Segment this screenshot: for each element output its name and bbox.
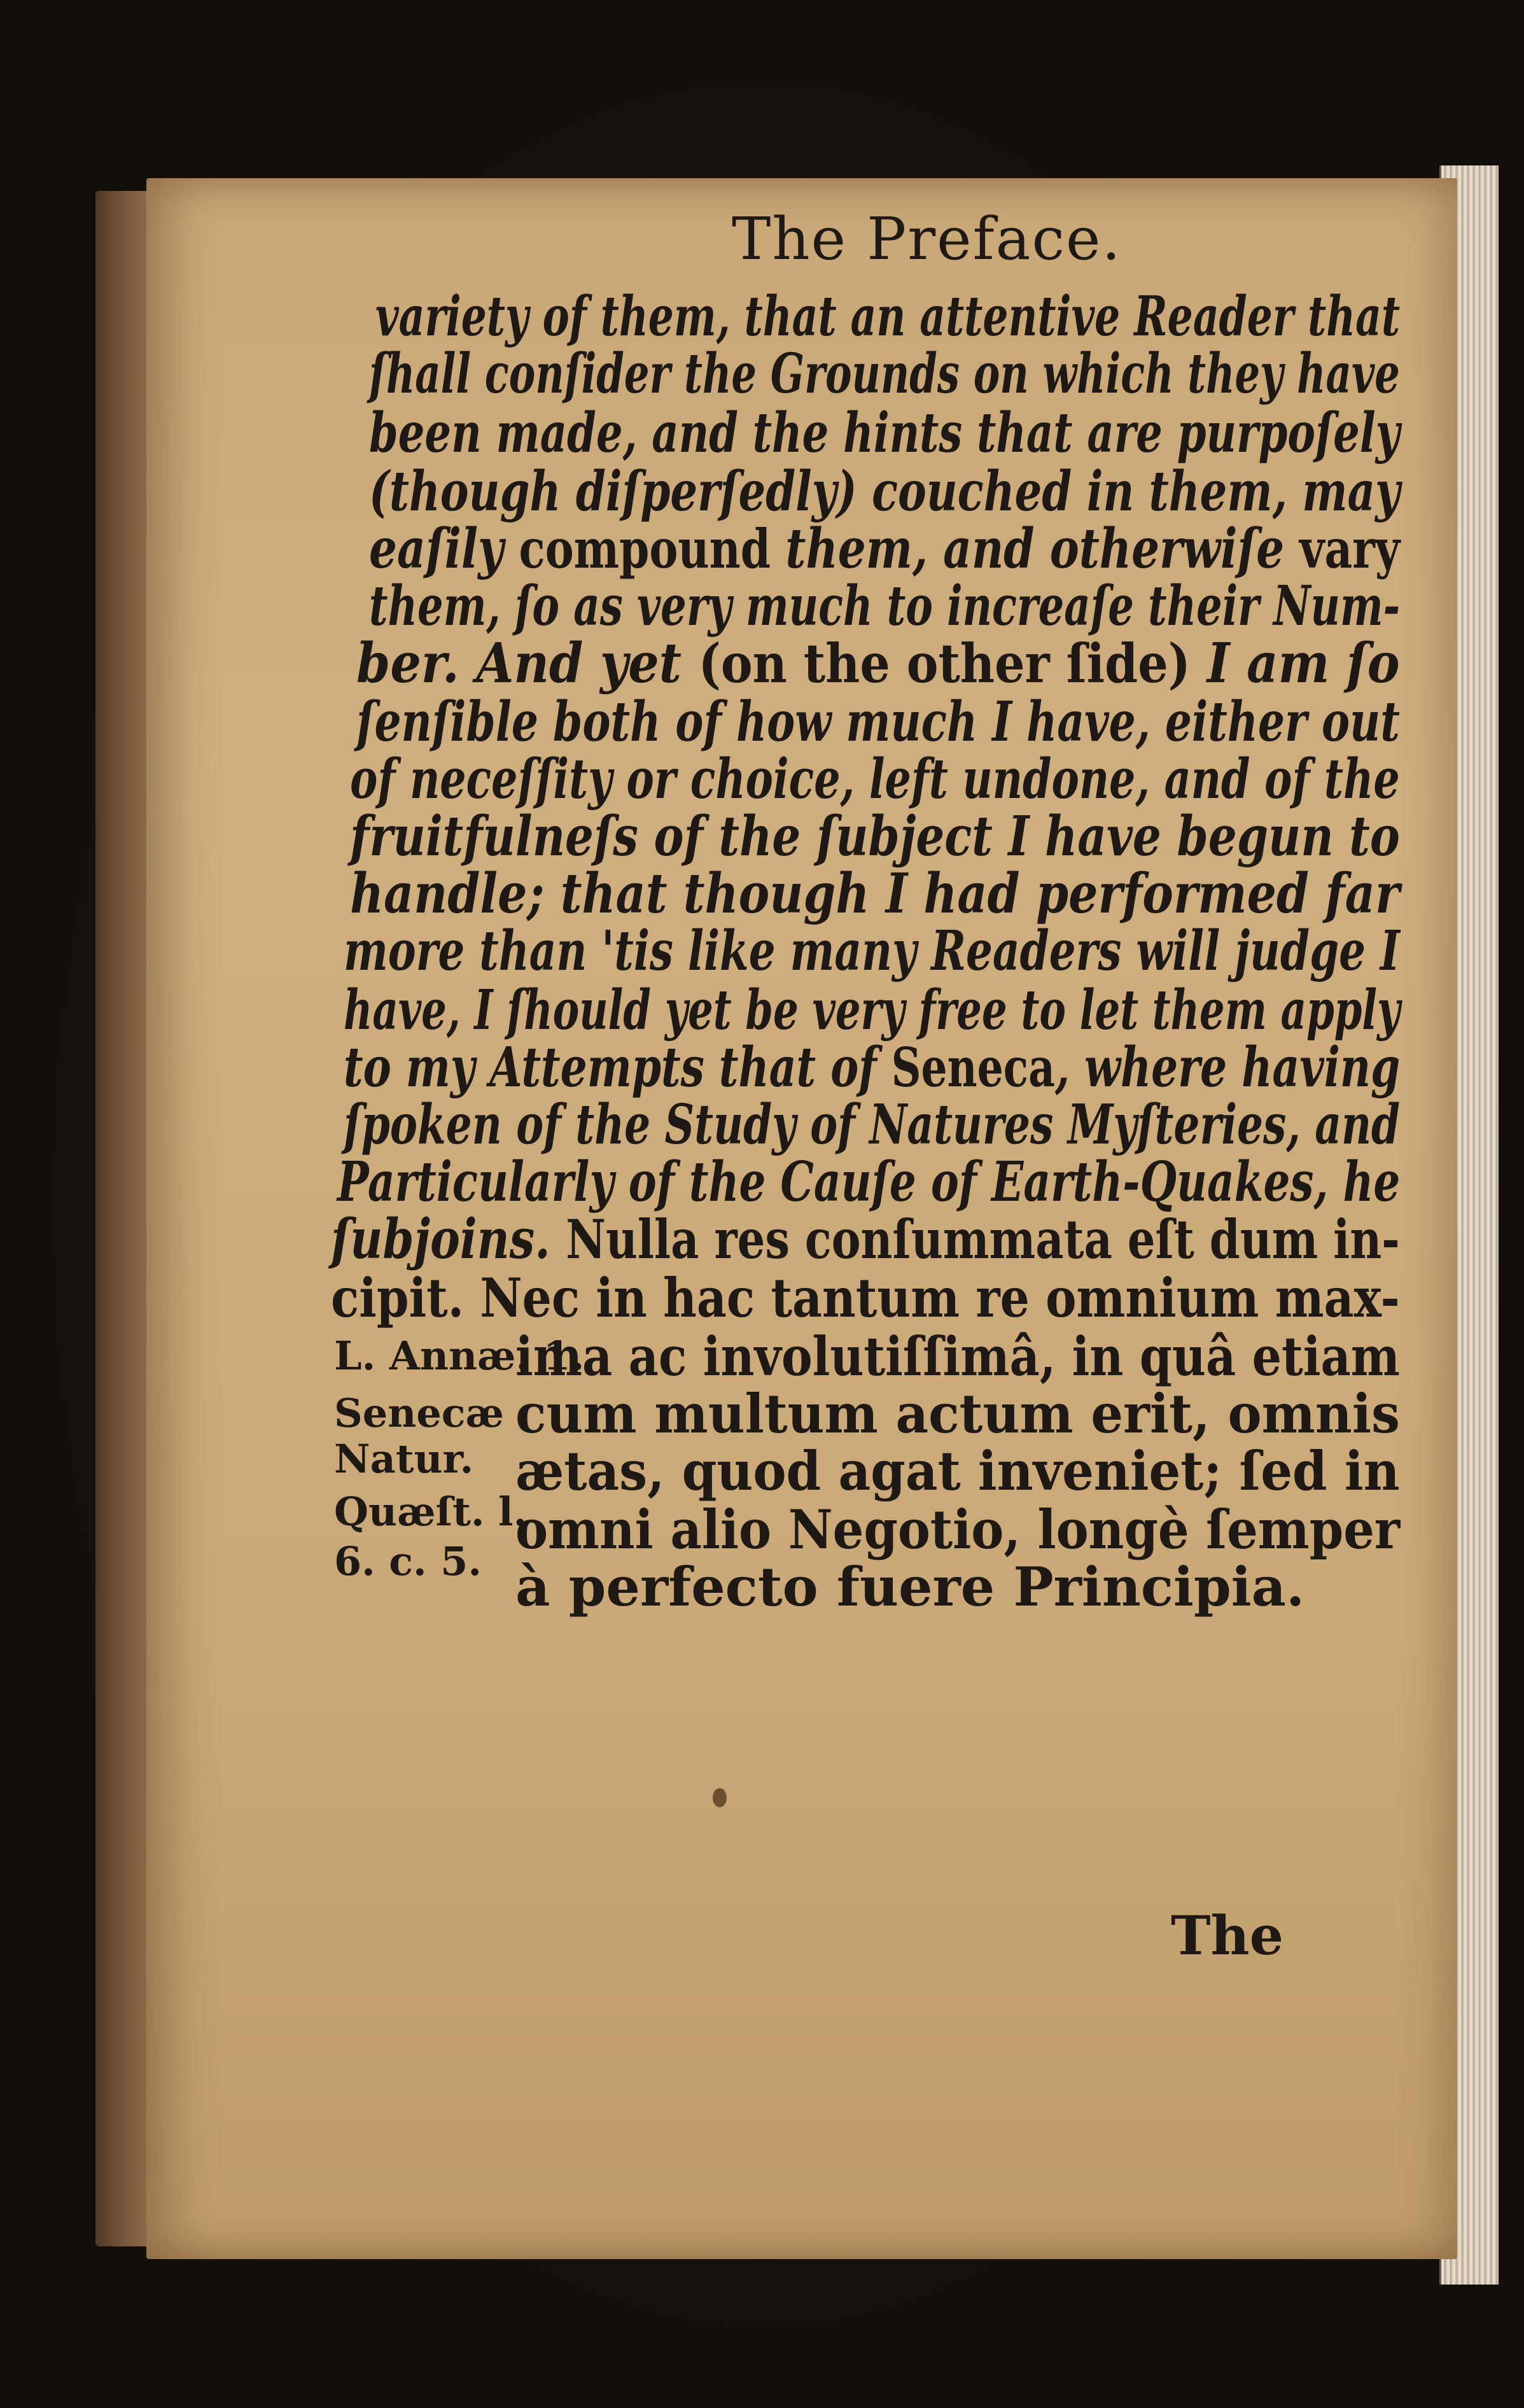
text-line: [515, 1555, 1305, 1618]
text-segment: handle; that though I had performed far: [350, 862, 1400, 926]
text-line: [350, 862, 1400, 926]
text-line: [369, 401, 1400, 465]
text-segment: ſubjoins.: [331, 1207, 566, 1271]
text-line: [356, 690, 1400, 754]
marginal-note-line: Senecæ: [334, 1390, 504, 1436]
text-segment: them, and otherwiſe: [785, 517, 1300, 581]
text-segment: cum multum actum erit, omnis: [515, 1382, 1400, 1445]
text-line: [337, 1150, 1401, 1214]
text-line: [515, 1439, 1400, 1502]
text-line: [350, 747, 1400, 811]
text-segment: omni alio Negotio, longè ſemper: [515, 1498, 1401, 1561]
text-line: [344, 978, 1401, 1042]
text-segment: à perfecto fuere Principia.: [515, 1555, 1305, 1618]
text-segment: ber. And yet: [356, 631, 699, 696]
text-line: [344, 1035, 1401, 1100]
text-segment: of neceſſity or choice, left undone, and of the: [350, 747, 1400, 811]
text-segment: ſhall conſider the Grounds on which they have: [369, 342, 1400, 406]
marginal-note-line: 6. c. 5.: [334, 1538, 482, 1585]
text-line: [350, 804, 1400, 869]
text-line: [344, 1093, 1401, 1157]
text-segment: ſpoken of the Study of Natures Myſteries, and: [344, 1093, 1401, 1157]
text-line: [331, 1207, 1400, 1271]
text-segment: fruitfulneſs of the ſubject I have begun to: [350, 804, 1400, 869]
text-line: [356, 631, 1400, 696]
text-segment: Seneca: [891, 1036, 1055, 1099]
catchword: The: [1171, 1904, 1284, 1967]
text-segment: I am ſo: [1206, 631, 1400, 696]
text-segment: (though diſperſedly) couched in them, may: [369, 459, 1401, 524]
text-segment: them, ſo as very much to increaſe their Num-: [369, 574, 1401, 638]
text-segment: eaſily: [369, 517, 519, 581]
text-line: [369, 517, 1401, 581]
text-segment: ima ac involutiſſimâ, in quâ etiam: [515, 1325, 1401, 1388]
text-segment: to my Attempts that of: [344, 1035, 891, 1100]
text-line: [369, 459, 1401, 524]
text-line: [515, 1382, 1400, 1445]
marginal-note-line: Natur.: [334, 1436, 474, 1482]
text-line: [369, 574, 1401, 638]
text-line: [375, 284, 1401, 349]
text-segment: , where having: [1054, 1035, 1401, 1100]
text-line: [344, 919, 1400, 983]
text-segment: compound: [519, 517, 786, 580]
ink-blot: [713, 1788, 727, 1807]
text-segment: Particularly of the Cauſe of Earth-Quakes, he: [337, 1150, 1401, 1214]
running-head: The Preface.: [732, 205, 1122, 273]
text-line: [515, 1325, 1401, 1388]
text-segment: been made, and the hints that are purpoſely: [369, 401, 1400, 465]
text-segment: more than 'tis like many Readers will judge I: [344, 919, 1400, 983]
text-segment: variety of them, that an attentive Reader that: [375, 284, 1401, 349]
text-segment: (on the other ſide): [698, 632, 1207, 695]
text-segment: ſenſible both of how much I have, either out: [356, 690, 1400, 754]
text-segment: ætas, quod agat inveniet; ſed in: [515, 1439, 1400, 1502]
text-line: [331, 1266, 1400, 1329]
text-segment: vary: [1299, 517, 1401, 580]
text-line: [515, 1498, 1401, 1561]
text-segment: have, I ſhould yet be very free to let them apply: [344, 978, 1401, 1042]
text-segment: cipit. Nec in hac tantum re omnium max-: [331, 1266, 1400, 1329]
marginal-note-line: Quæſt. l.: [334, 1488, 528, 1535]
text-segment: Nulla res conſummata eſt dum in-: [566, 1208, 1400, 1271]
marginal-note-line: L. Annæ. 1.: [334, 1333, 585, 1379]
text-line: [369, 342, 1400, 406]
